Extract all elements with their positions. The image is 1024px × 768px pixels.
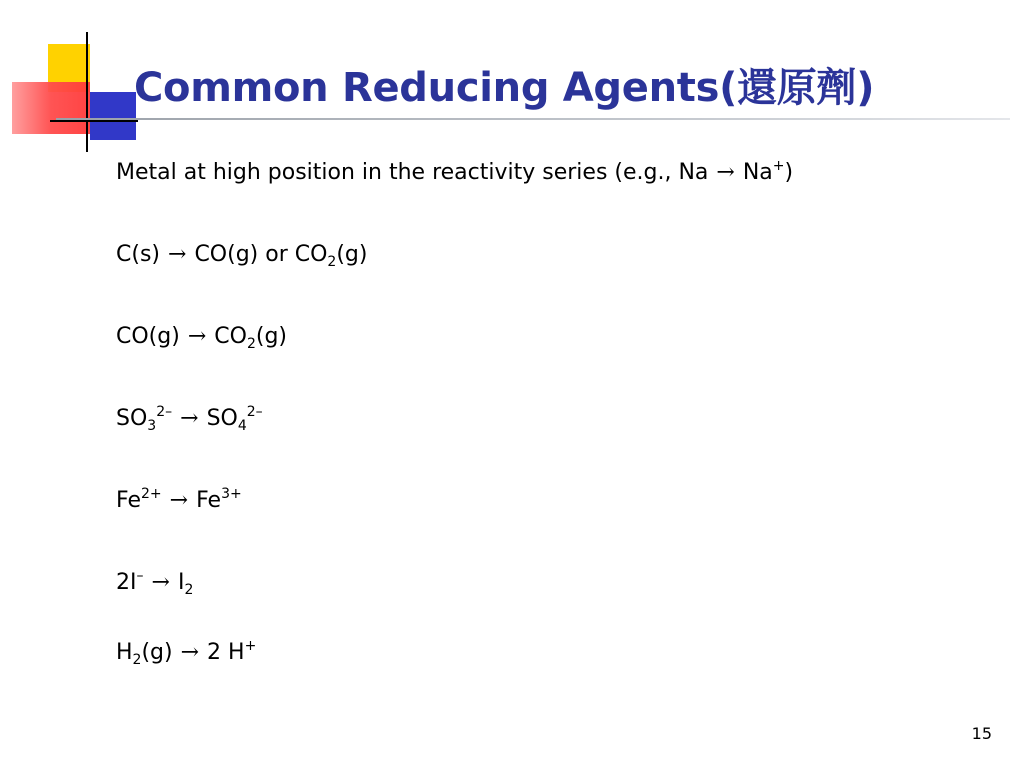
reducing-agent-line-sulfite	[116, 406, 263, 432]
reducing-agent-line-hydrogen	[116, 640, 256, 666]
arrow-icon: →	[168, 242, 187, 267]
reducing-agent-line-iodide	[116, 570, 193, 596]
arrow-icon: →	[180, 640, 200, 665]
line-text: Na	[742, 160, 773, 185]
slide-title	[134, 58, 874, 118]
title-underline	[56, 118, 1010, 120]
superscript: +	[772, 158, 785, 174]
reducing-agent-line-carbon	[116, 242, 367, 268]
deco-horizontal-line	[50, 120, 138, 122]
superscript: 2–	[156, 404, 173, 420]
arrow-icon: →	[151, 570, 170, 595]
line-text: I	[177, 570, 185, 595]
line-text: (g)	[255, 324, 287, 349]
subscript: 4	[237, 418, 247, 434]
arrow-icon: →	[180, 406, 199, 431]
superscript: –	[136, 568, 144, 584]
line-text: CO(g)	[116, 324, 180, 349]
deco-red-square	[12, 82, 90, 134]
line-text: CO	[214, 324, 247, 349]
line-text: (g)	[141, 640, 173, 665]
subscript: 2	[246, 336, 256, 352]
line-text: CO(g) or CO	[194, 242, 328, 267]
line-text: (g)	[336, 242, 368, 267]
line-text: H	[116, 640, 133, 665]
title-chinese: 還原劑	[737, 65, 857, 111]
superscript: 2–	[246, 404, 263, 420]
superscript: 2+	[141, 486, 162, 502]
line-text: SO	[116, 406, 148, 431]
title-main: Common Reducing Agents(	[134, 65, 738, 111]
line-text: C(s)	[116, 242, 160, 267]
reducing-agent-line-carbon-monoxide	[116, 324, 287, 350]
line-text: Fe	[196, 488, 222, 513]
line-text: 2 H	[207, 640, 245, 665]
line-text: )	[784, 160, 794, 185]
subscript: 3	[147, 418, 157, 434]
subscript: 2	[132, 652, 142, 668]
line-text: Metal at high position in the reactivity series (e.g., Na	[116, 160, 709, 185]
subscript: 2	[184, 582, 194, 598]
line-text: 2I	[116, 570, 137, 595]
line-text: Fe	[116, 488, 141, 513]
arrow-icon: →	[187, 324, 207, 349]
title-close: )	[856, 65, 875, 111]
arrow-icon: →	[716, 160, 735, 185]
superscript: +	[244, 638, 257, 654]
arrow-icon: →	[169, 488, 189, 513]
reducing-agent-line-metal	[116, 160, 793, 186]
page-number: 15	[971, 724, 992, 743]
deco-vertical-line	[86, 32, 88, 152]
subscript: 2	[327, 254, 337, 270]
superscript: 3+	[221, 486, 242, 502]
reducing-agent-line-iron	[116, 488, 242, 514]
deco-blue-square	[90, 92, 136, 140]
line-text: SO	[206, 406, 238, 431]
